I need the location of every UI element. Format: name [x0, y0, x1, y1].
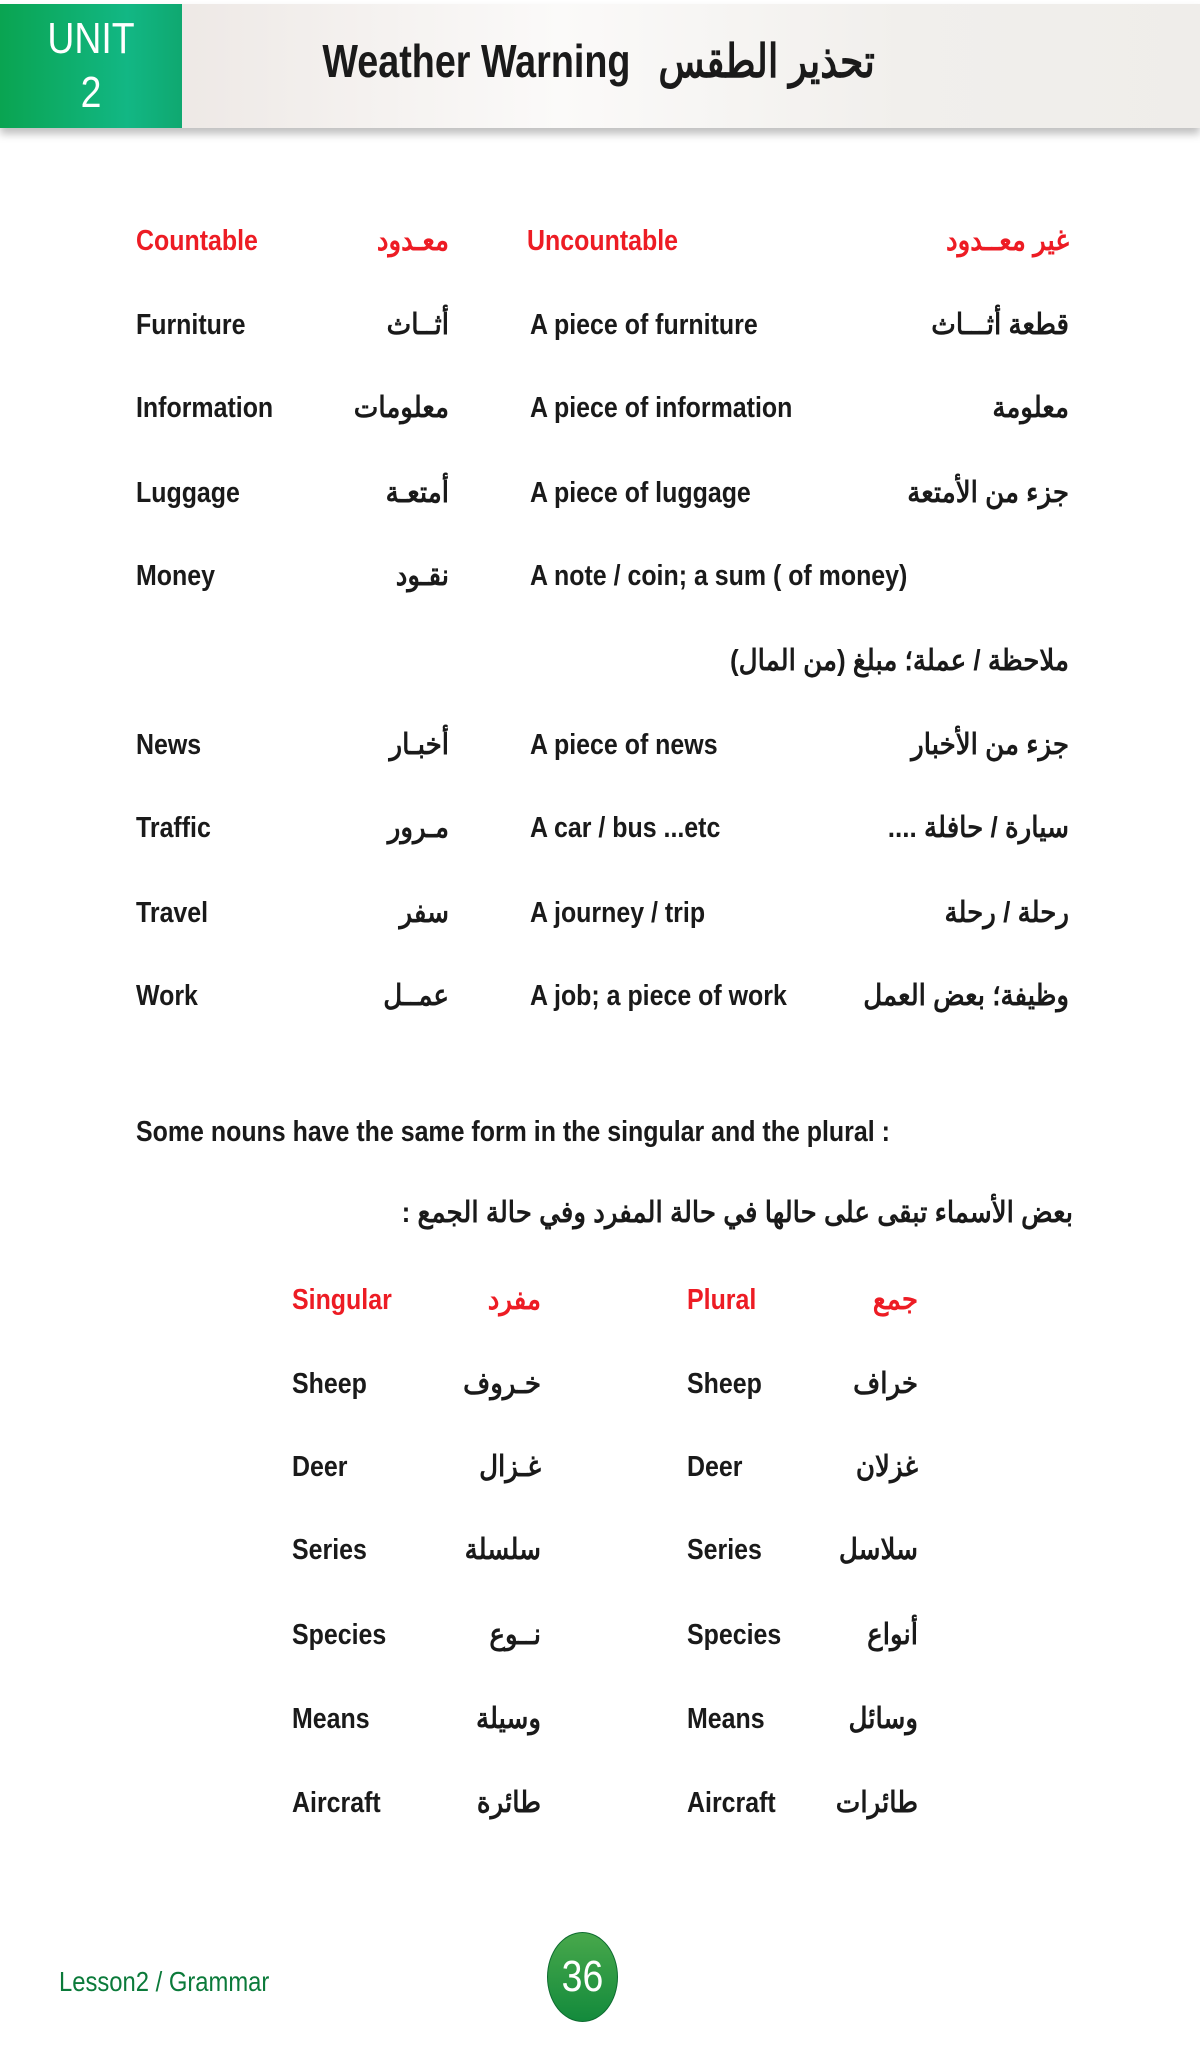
header-plural: Plural: [687, 1284, 757, 1316]
unit-phrase-ar: وظيفة؛ بعض العمل: [863, 980, 1069, 1012]
plural-noun-ar: سلاسل: [838, 1534, 918, 1566]
plural-noun-ar: وسائل: [848, 1703, 918, 1735]
plural-noun: Species: [687, 1619, 782, 1651]
unit-phrase: A piece of information: [530, 392, 793, 424]
countable-noun: Work: [136, 980, 198, 1012]
note-ar: بعض الأسماء تبقى على حالها في حالة المفرد وفي حالة الجمع :: [401, 1197, 1073, 1229]
lesson-label: Lesson2 / Grammar: [59, 1966, 270, 1997]
unit-phrase: A piece of luggage: [530, 477, 751, 509]
unit-phrase: A job; a piece of work: [530, 980, 787, 1012]
header-uncountable: Uncountable: [527, 225, 679, 257]
singular-noun-ar: نــوع: [489, 1619, 541, 1651]
unit-phrase: A piece of furniture: [530, 309, 758, 341]
header-singular: Singular: [292, 1284, 392, 1316]
countable-noun: Money: [136, 560, 215, 592]
unit-phrase-ar: جزء من الأمتعة: [907, 477, 1069, 509]
singular-noun-ar: سلسلة: [464, 1534, 541, 1566]
unit-phrase-ar: قطعة أثـــاث: [931, 309, 1069, 341]
title-ar: تحذير الطقس: [658, 35, 875, 87]
plural-noun: Series: [687, 1534, 762, 1566]
plural-noun-ar: طائرات: [835, 1787, 918, 1819]
header-singular-ar: مفرد: [487, 1284, 541, 1316]
unit-phrase-ar: ملاحظة / عملة؛ مبلغ (من المال): [729, 645, 1069, 677]
header-countable: Countable: [136, 225, 258, 257]
header-plural-ar: جمع: [872, 1284, 918, 1316]
singular-noun: Means: [292, 1703, 370, 1735]
countable-noun-ar: أخبـار: [389, 729, 449, 761]
plural-noun-ar: غزلان: [855, 1451, 918, 1483]
plural-noun-ar: أنواع: [867, 1619, 918, 1651]
page-number: 36: [561, 1952, 604, 2001]
plural-noun: Deer: [687, 1451, 743, 1483]
singular-noun-ar: طائرة: [476, 1787, 541, 1819]
plural-noun: Sheep: [687, 1368, 762, 1400]
unit-label: UNIT: [47, 14, 135, 63]
countable-noun: Information: [136, 392, 274, 424]
page-number-badge: [547, 1932, 618, 2022]
countable-noun-ar: نقـود: [395, 560, 449, 592]
unit-phrase: A journey / trip: [530, 897, 706, 929]
unit-number: 2: [80, 68, 102, 117]
countable-noun: Furniture: [136, 309, 246, 341]
note-en: Some nouns have the same form in the singular and the plural :: [136, 1116, 890, 1148]
countable-noun: Traffic: [136, 812, 211, 844]
plural-noun-ar: خراف: [853, 1368, 918, 1400]
unit-phrase-ar: سيارة / حافلة ....: [887, 812, 1069, 844]
countable-noun-ar: مـرور: [387, 812, 449, 844]
countable-noun-ar: عمــل: [383, 980, 449, 1012]
countable-noun-ar: سفر: [399, 897, 449, 929]
unit-phrase-ar: جزء من الأخبار: [911, 729, 1069, 761]
title-en: Weather Warning: [322, 35, 631, 87]
unit-phrase: A note / coin; a sum ( of money): [530, 560, 908, 592]
singular-noun-ar: خـروف: [463, 1368, 541, 1400]
countable-noun-ar: أمتعـة: [385, 477, 449, 509]
unit-phrase-ar: معلومة: [992, 392, 1069, 424]
singular-noun: Series: [292, 1534, 367, 1566]
countable-noun: News: [136, 729, 202, 761]
unit-phrase: A car / bus ...etc: [530, 812, 721, 844]
singular-noun-ar: وسيلة: [476, 1703, 541, 1735]
countable-noun-ar: أثــاث: [386, 309, 449, 341]
countable-noun: Luggage: [136, 477, 240, 509]
countable-noun-ar: معلومات: [353, 392, 449, 424]
plural-noun: Aircraft: [687, 1787, 776, 1819]
unit-phrase: A piece of news: [530, 729, 718, 761]
plural-noun: Means: [687, 1703, 765, 1735]
header-countable-ar: معـدود: [376, 225, 449, 257]
countable-noun: Travel: [136, 897, 209, 929]
singular-noun-ar: غـزال: [479, 1451, 541, 1483]
header-uncountable-ar: غير معــدود: [946, 225, 1069, 257]
unit-phrase-ar: رحلة / رحلة: [944, 897, 1069, 929]
page-title: [0, 34, 1197, 88]
singular-noun: Deer: [292, 1451, 348, 1483]
singular-noun: Species: [292, 1619, 387, 1651]
singular-noun: Aircraft: [292, 1787, 381, 1819]
singular-noun: Sheep: [292, 1368, 367, 1400]
